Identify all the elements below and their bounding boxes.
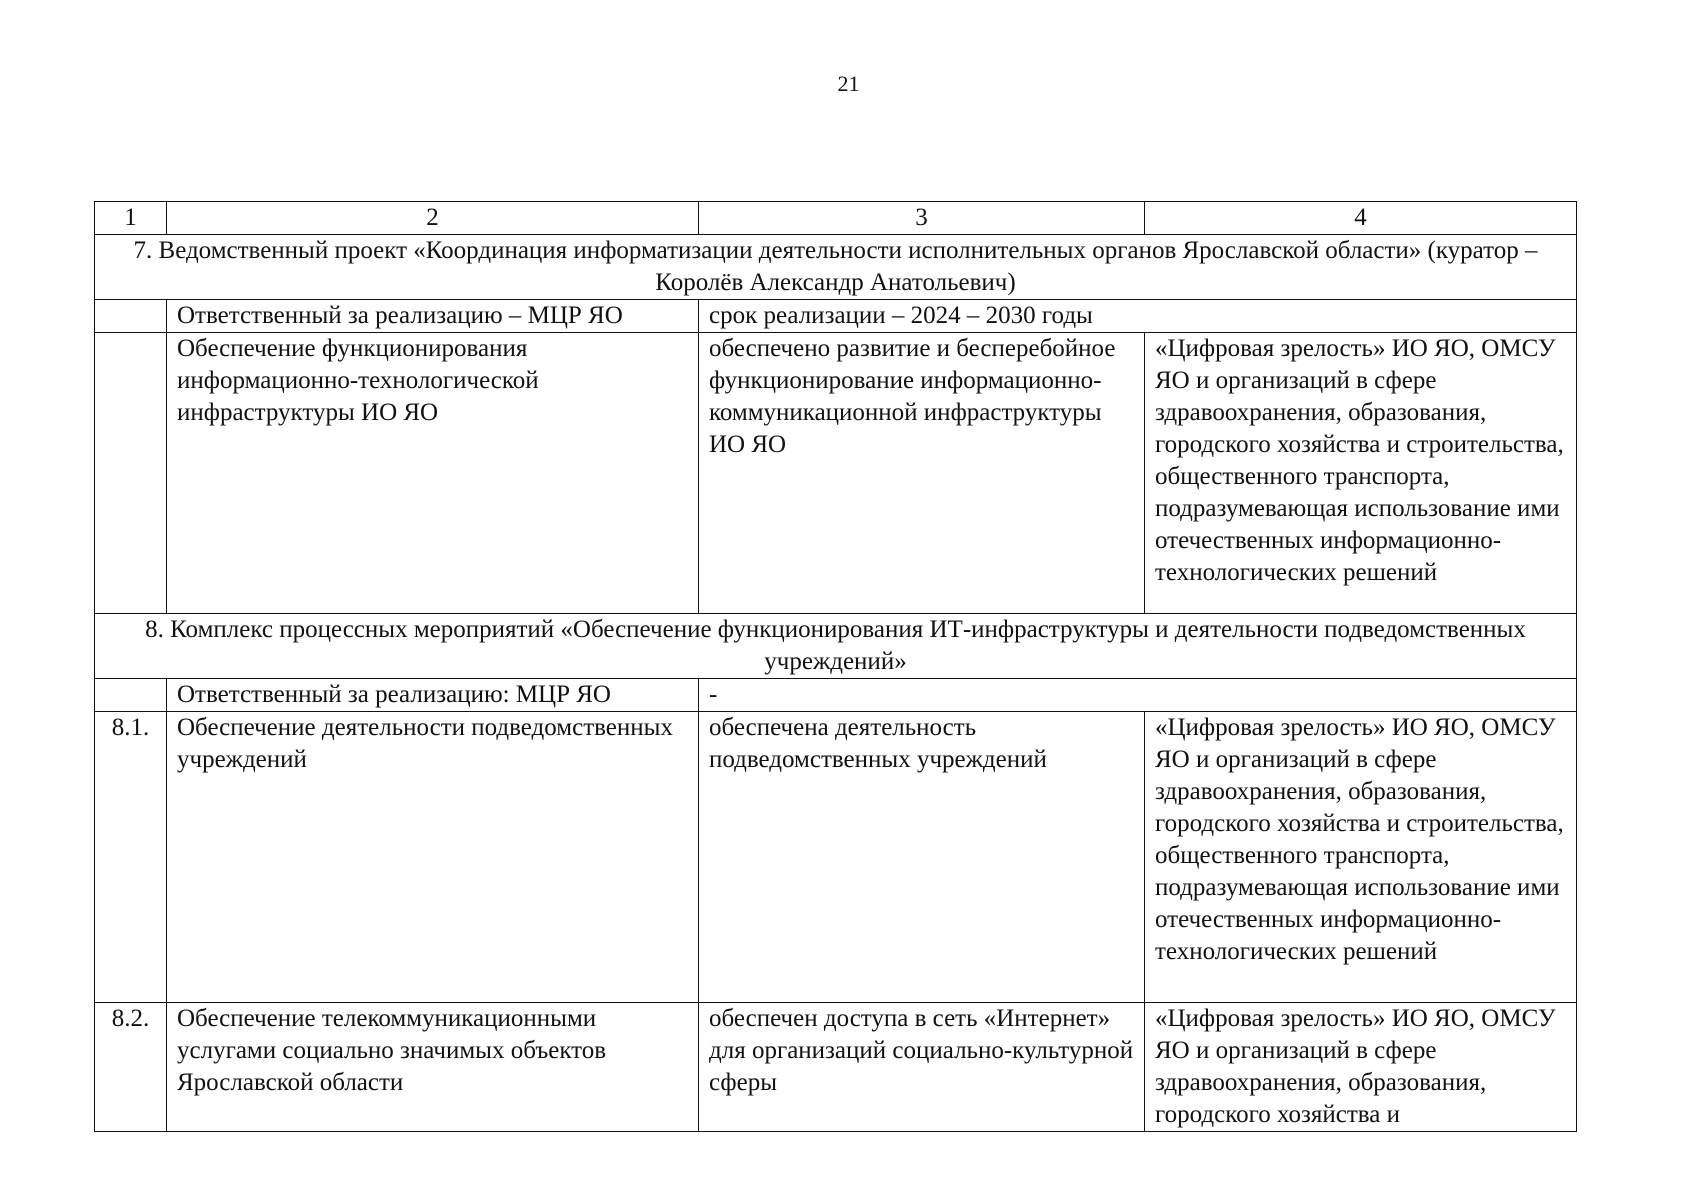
empty-cell [95,679,167,712]
header-cell-1: 1 [95,202,167,235]
row-number: 8.1. [95,712,167,1003]
document-table [94,201,1577,1132]
row-result: обеспечена деятельность подведомственных учреждений [699,712,1145,1003]
section-8-responsible: Ответственный за реализацию: МЦР ЯО [167,679,699,712]
row-link: «Цифровая зрелость» ИО ЯО, ОМСУ ЯО и организаций в сфере здравоохранения, образования, городского хозяйства и строительства, общественного транспорта, подразумевающая использование ими отечественных информационно-технологических решений [1145,333,1577,614]
row-task: Обеспечение телекоммуникационными услугами социально значимых объектов Ярославской области [167,1003,699,1132]
table-row [95,712,1577,1003]
table-row [95,1003,1577,1132]
row-task: Обеспечение деятельности подведомственных учреждений [167,712,699,1003]
table-header-row [95,202,1577,235]
header-cell-4: 4 [1145,202,1577,235]
row-link: «Цифровая зрелость» ИО ЯО, ОМСУ ЯО и организаций в сфере здравоохранения, образования, городского хозяйства и [1145,1003,1577,1132]
row-result: обеспечен доступа в сеть «Интернет» для организаций социально-культурной сферы [699,1003,1145,1132]
section-8-title: 8. Комплекс процессных мероприятий «Обеспечение функционирования ИТ-инфраструктуры и деятельности подведомственных учреждений» [95,614,1577,679]
header-cell-2: 2 [167,202,699,235]
empty-cell [95,300,167,333]
section-8-title-row [95,614,1577,679]
table-row [95,333,1577,614]
section-8-period: - [699,679,1577,712]
section-7-meta-row [95,300,1577,333]
row-result: обеспечено развитие и бесперебойное функционирование информационно-коммуникационной инфраструктуры ИО ЯО [699,333,1145,614]
section-7-period: срок реализации – 2024 – 2030 годы [699,300,1577,333]
row-number: 8.2. [95,1003,167,1132]
section-7-responsible: Ответственный за реализацию – МЦР ЯО [167,300,699,333]
section-8-meta-row [95,679,1577,712]
section-7-title: 7. Ведомственный проект «Координация информатизации деятельности исполнительных органов Ярославской области» (куратор – Королёв Александр Анатольевич) [95,235,1577,300]
row-number [95,333,167,614]
section-7-title-row [95,235,1577,300]
header-cell-3: 3 [699,202,1145,235]
row-task: Обеспечение функционирования информационно-технологической инфраструктуры ИО ЯО [167,333,699,614]
page-number: 21 [837,71,860,96]
row-link: «Цифровая зрелость» ИО ЯО, ОМСУ ЯО и организаций в сфере здравоохранения, образования, городского хозяйства и строительства, общественного транспорта, подразумевающая использование ими отечественных информационно-технологических решений [1145,712,1577,1003]
